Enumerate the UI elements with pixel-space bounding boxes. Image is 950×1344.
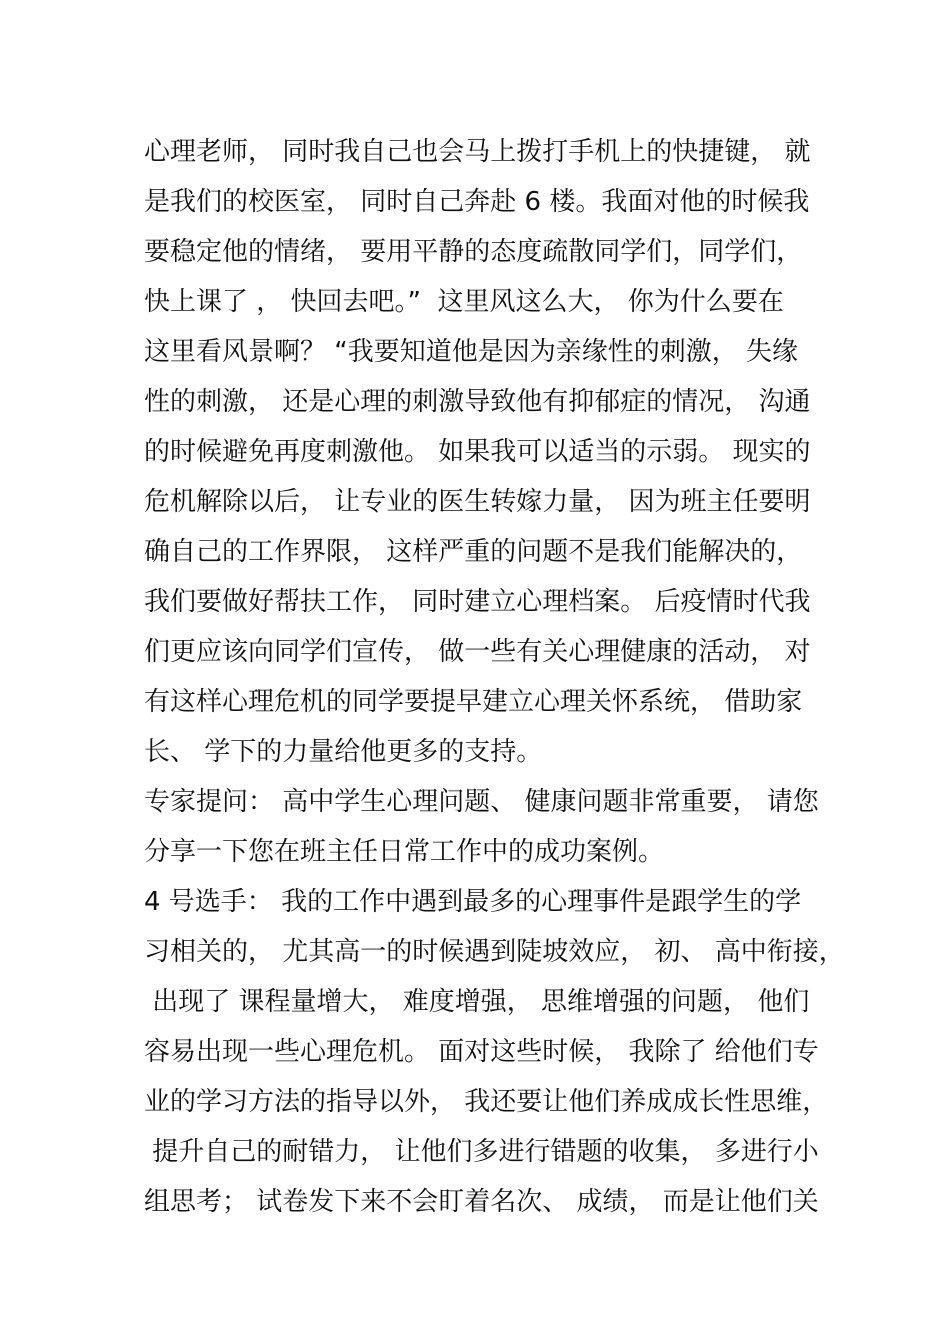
text-line: 有这样心理危机的同学要提早建立心理关怀系统， 借助家 bbox=[144, 687, 803, 717]
expert-question-line: 专家提问： 高中学生心理问题、 健康问题非常重要， 请您 bbox=[144, 787, 819, 817]
text-line: 提升自己的耐错力， 让他们多进行错题的收集， 多进行小 bbox=[144, 1137, 819, 1167]
text-line: 确自己的工作界限， 这样严重的问题不是我们能解决的， bbox=[144, 537, 803, 567]
text-line: 我们要做好帮扶工作， 同时建立心理档案。 后疫情时代我 bbox=[144, 587, 811, 617]
text-line: 要稳定他的情绪， 要用平静的态度疏散同学们，同学们， bbox=[144, 237, 803, 267]
contestant-answer-line: 4 号选手： 我的工作中遇到最多的心理事件是跟学生的学 bbox=[144, 887, 802, 917]
text-line: 出现了 课程量增大， 难度增强， 思维增强的问题， 他们 bbox=[144, 987, 810, 1017]
text-line: 危机解除以后， 让专业的医生转嫁力量， 因为班主任要明 bbox=[144, 487, 811, 517]
text-line: 容易出现一些心理危机。 面对这些时候， 我除了 给他们专 bbox=[144, 1037, 819, 1067]
body-text bbox=[144, 127, 844, 1227]
text-line: 组思考； 试卷发下来不会盯着名次、 成绩， 而是让他们关 bbox=[144, 1187, 819, 1217]
text-line: 是我们的校医室， 同时自己奔赴 6 楼。我面对他的时候我 bbox=[144, 187, 810, 217]
text-line: 长、 学下的力量给他更多的支持。 bbox=[144, 737, 543, 767]
text-line: 们更应该向同学们宣传， 做一些有关心理健康的活动， 对 bbox=[144, 637, 811, 667]
text-line: 业的学习方法的指导以外， 我还要让他们养成成长性思维， bbox=[144, 1087, 829, 1117]
text-line: 分享一下您在班主任日常工作中的成功案例。 bbox=[144, 837, 665, 867]
text-line: 性的刺激， 还是心理的刺激导致他有抑郁症的情况， 沟通 bbox=[144, 387, 811, 417]
text-line: 习相关的， 尤其高一的时候遇到陡坡效应， 初、 高中衔接， bbox=[144, 937, 845, 967]
text-line: 的时候避免再度刺激他。 如果我可以适当的示弱。 现实的 bbox=[144, 437, 811, 467]
text-line: 快上课了 ， 快回去吧。” 这里风这么大， 你为什么要在 bbox=[144, 287, 784, 317]
text-line: 这里看风景啊？ “我要知道他是因为亲缘性的刺激， 失缘 bbox=[144, 337, 798, 367]
text-line: 心理老师， 同时我自己也会马上拨打手机上的快捷键， 就 bbox=[144, 137, 811, 167]
